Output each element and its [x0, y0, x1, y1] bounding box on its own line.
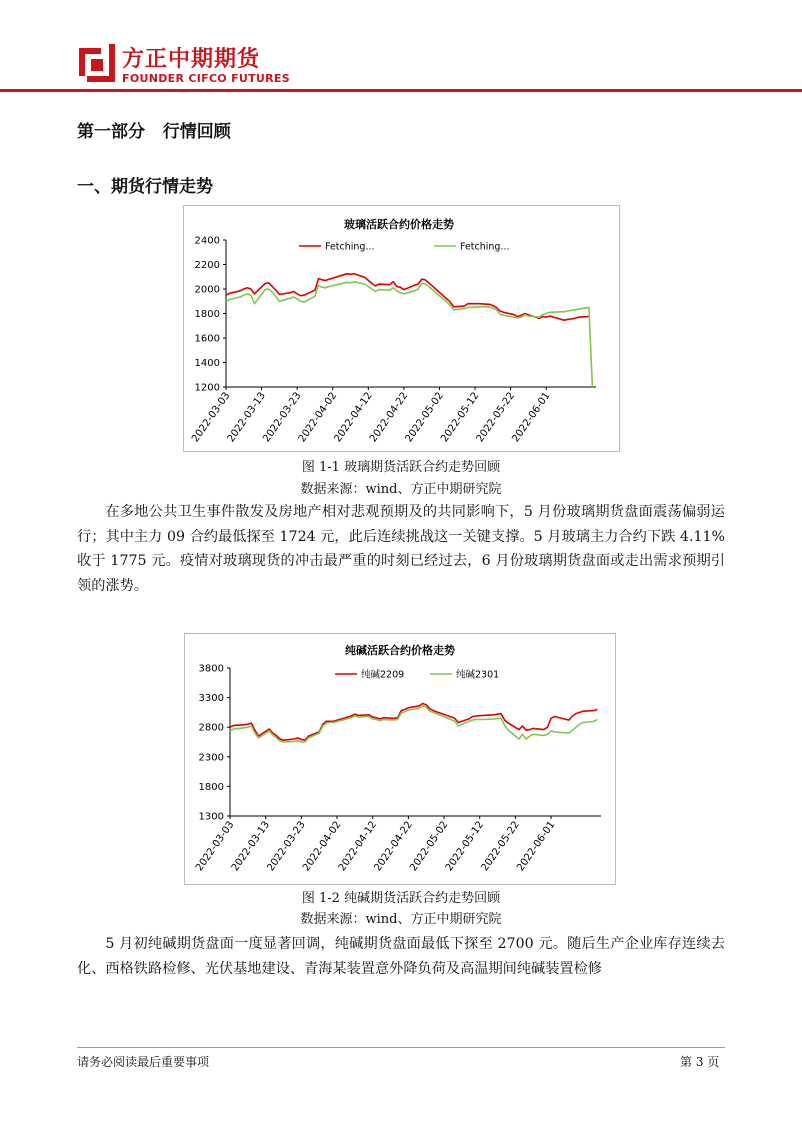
chart-title: 玻璃活跃合约价格走势	[344, 218, 454, 231]
x-tick-label: 2022-05-22	[474, 390, 518, 445]
company-logo-icon	[79, 44, 115, 82]
footer-divider	[77, 1047, 725, 1048]
company-name-en: FOUNDER CIFCO FUTURES	[122, 72, 290, 85]
x-tick-label: 2022-04-22	[367, 390, 411, 445]
y-tick-label: 1200	[194, 382, 220, 394]
y-tick-label: 2800	[198, 722, 224, 734]
x-tick-label: 2022-03-13	[225, 390, 269, 445]
soda-ash-price-chart-svg	[185, 634, 615, 884]
x-tick-label: 2022-05-02	[403, 390, 446, 445]
x-tick-label: 2022-04-02	[301, 819, 344, 874]
x-tick-label: 2022-03-13	[229, 819, 273, 874]
legend-label: 纯碱2301	[456, 669, 500, 681]
series-line-1	[226, 274, 589, 321]
glass-price-chart	[183, 205, 620, 452]
x-tick-label: 2022-04-12	[336, 819, 380, 874]
figure-source-1: 数据来源：wind、方正中期研究院	[300, 482, 502, 497]
paragraph-soda-ash: 5 月初纯碱期货盘面一度显著回调，纯碱期货盘面最低下探至 2700 元。随后生产企业库存连续去化、西格铁路检修、光伏基地建设、青海某装置意外降负荷及高温期间纯碱装置检修	[77, 936, 725, 977]
x-tick-label: 2022-03-03	[194, 819, 237, 874]
y-tick-label: 1400	[194, 358, 220, 369]
y-tick-label: 3300	[198, 693, 224, 705]
header-divider	[0, 89, 802, 92]
section-heading: 一、期货行情走势	[77, 177, 213, 197]
y-tick-label: 2400	[194, 235, 220, 247]
x-tick-label: 2022-05-12	[439, 390, 482, 445]
legend-label: 纯碱2209	[361, 669, 405, 681]
y-tick-label: 1300	[198, 811, 224, 823]
glass-price-chart-svg	[184, 206, 619, 451]
figure-caption-2: 图 1-2 纯碱期货活跃合约走势回顾	[301, 891, 501, 906]
y-tick-label: 1800	[198, 781, 224, 793]
x-tick-label: 2022-05-02	[408, 819, 451, 874]
company-name-cn: 方正中期期货	[122, 47, 261, 72]
x-tick-label: 2022-04-12	[332, 390, 375, 445]
figure-source-2: 数据来源：wind、方正中期研究院	[300, 912, 502, 927]
part-heading: 第一部分 行情回顾	[77, 122, 231, 142]
series-line-2	[226, 282, 592, 387]
x-tick-label: 2022-03-23	[265, 819, 308, 874]
y-tick-label: 1800	[194, 309, 220, 320]
y-tick-label: 2300	[198, 752, 224, 764]
footer-notice: 请务必阅读最后重要事项	[77, 1055, 210, 1069]
x-tick-label: 2022-03-03	[190, 390, 233, 445]
y-tick-label: 2200	[194, 260, 220, 271]
soda-ash-price-chart	[184, 633, 616, 885]
paragraph-glass: 在多地公共卫生事件散发及房地产相对悲观预期及的共同影响下，5 月份玻璃期货盘面震荡偏弱运行；其中主力 09 合约最低探至 1724 元，此后连续挑战这一关键支撑。5 月玻璃主力合约下跌 4.11%收于 1775 元。疫情对玻璃现货的冲击最严重的时刻已经过去，6 月份玻璃期货盘面或走出需求预期引领的涨势。	[77, 504, 725, 594]
x-tick-label: 2022-04-02	[296, 390, 340, 445]
figure-caption-1: 图 1-1 玻璃期货活跃合约走势回顾	[301, 460, 501, 475]
page-number: 第 3 页	[680, 1055, 720, 1069]
x-tick-label: 2022-05-22	[479, 819, 522, 874]
y-tick-label: 1600	[194, 333, 220, 345]
y-tick-label: 2000	[194, 284, 220, 296]
x-tick-label: 2022-06-01	[515, 819, 558, 874]
x-tick-label: 2022-05-12	[443, 819, 487, 874]
x-tick-label: 2022-06-01	[510, 390, 553, 445]
y-tick-label: 3800	[198, 663, 224, 675]
x-tick-label: 2022-03-23	[261, 390, 304, 445]
chart-title: 纯碱活跃合约价格走势	[345, 644, 455, 657]
legend-label: Fetching...	[460, 241, 510, 253]
legend-label: Fetching...	[325, 241, 375, 253]
series-line-2	[230, 706, 597, 742]
x-tick-label: 2022-04-22	[372, 819, 415, 874]
